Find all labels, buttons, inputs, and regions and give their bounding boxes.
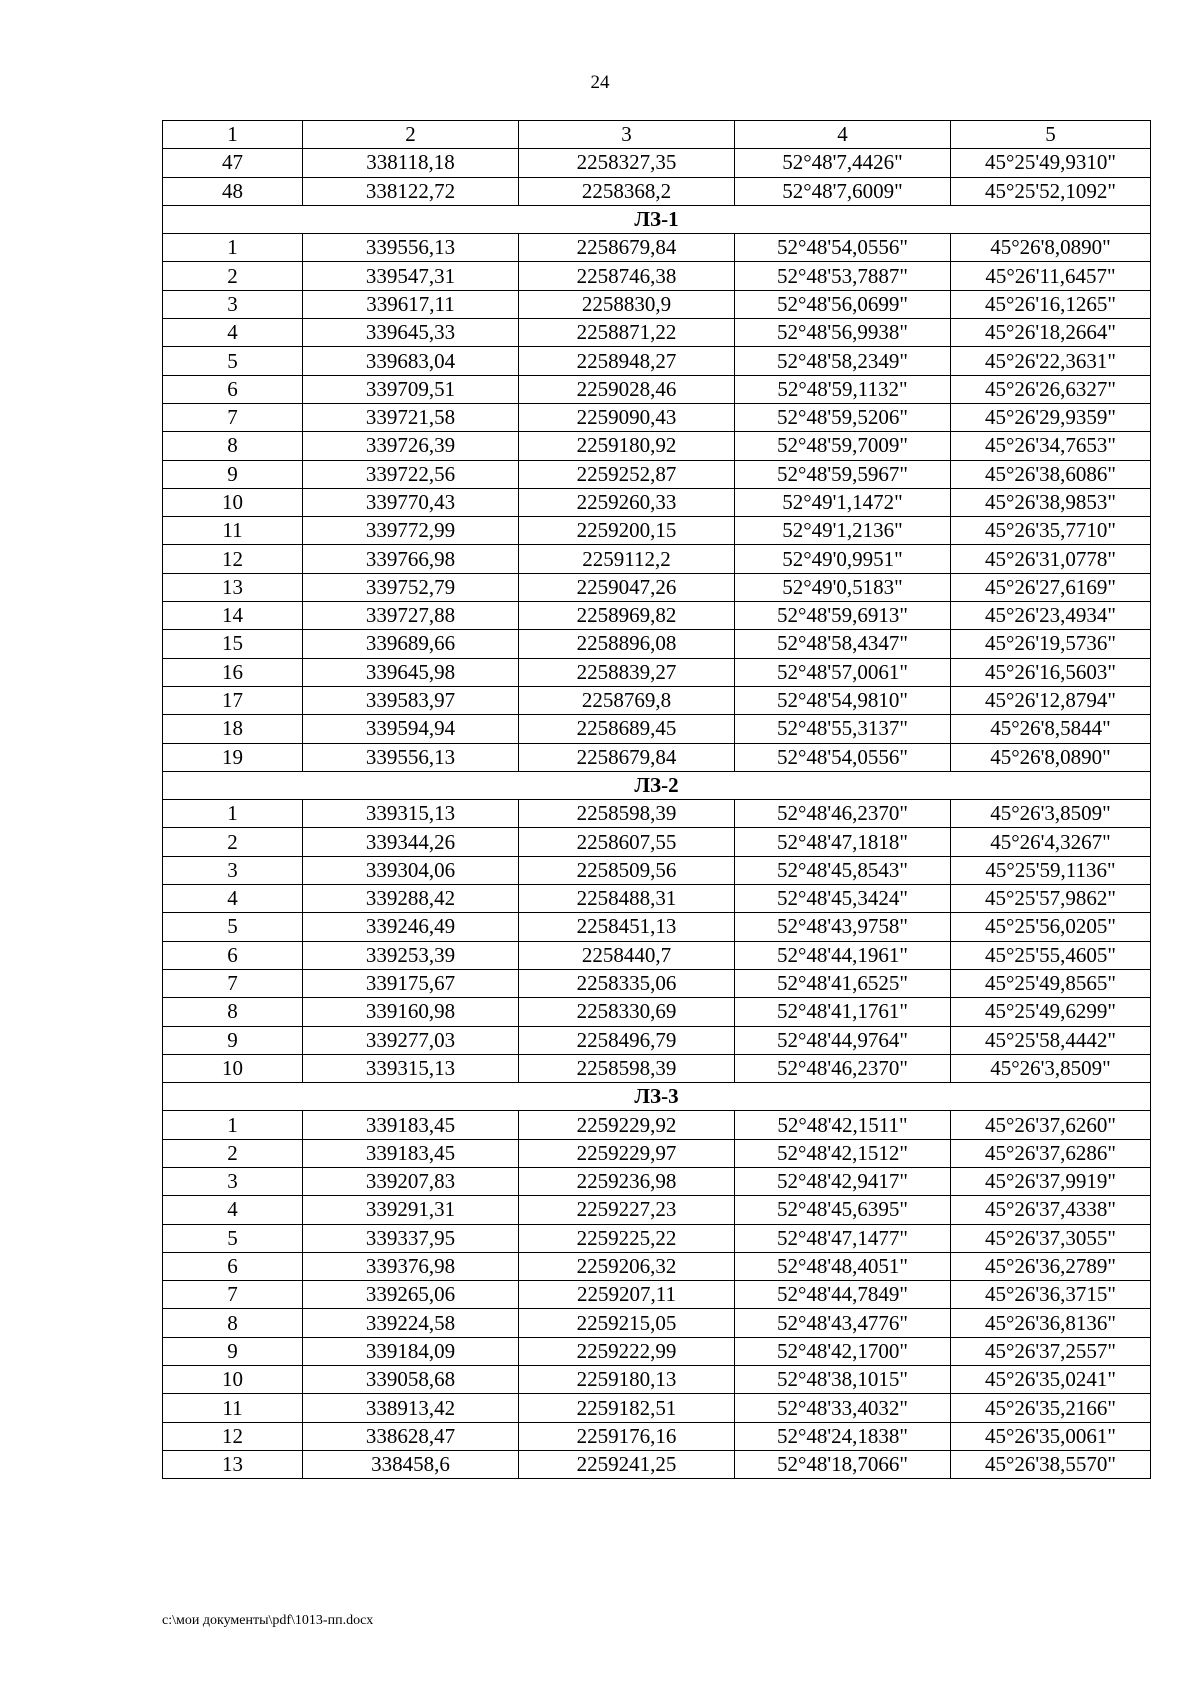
table-row (163, 1167, 1151, 1195)
table-row (163, 403, 1151, 431)
cell-latitude: 52°48'42,9417" (735, 1167, 951, 1195)
cell-x: 339253,39 (303, 941, 519, 969)
cell-longitude: 45°25'58,4442" (951, 1026, 1151, 1054)
table-row (163, 1054, 1151, 1082)
table-row (163, 658, 1151, 686)
cell-latitude: 52°48'47,1818" (735, 828, 951, 856)
cell-x: 339583,97 (303, 686, 519, 714)
cell-point-number: 7 (163, 403, 303, 431)
cell-x: 339727,88 (303, 602, 519, 630)
cell-longitude: 45°26'8,0890" (951, 743, 1151, 771)
table-row (163, 686, 1151, 714)
cell-point-number: 17 (163, 686, 303, 714)
cell-y: 2258598,39 (519, 1054, 735, 1082)
table-row (163, 828, 1151, 856)
cell-longitude: 45°26'38,6086" (951, 460, 1151, 488)
cell-y: 2259260,33 (519, 488, 735, 516)
cell-latitude: 52°48'53,7887" (735, 262, 951, 290)
cell-point-number: 9 (163, 460, 303, 488)
cell-point-number: 11 (163, 1394, 303, 1422)
cell-y: 2258330,69 (519, 998, 735, 1026)
cell-longitude: 45°26'37,2557" (951, 1337, 1151, 1365)
cell-y: 2258769,8 (519, 686, 735, 714)
cell-point-number: 10 (163, 1366, 303, 1394)
table-row (163, 969, 1151, 997)
cell-latitude: 52°49'1,2136" (735, 517, 951, 545)
table-row (163, 1394, 1151, 1422)
cell-y: 2258440,7 (519, 941, 735, 969)
cell-longitude: 45°26'35,2166" (951, 1394, 1151, 1422)
group-header-row (163, 1083, 1151, 1111)
cell-point-number: 5 (163, 913, 303, 941)
header-cell-latitude: 4 (735, 121, 951, 149)
cell-point-number: 3 (163, 1167, 303, 1195)
cell-y: 2258327,35 (519, 149, 735, 177)
cell-x: 338458,6 (303, 1450, 519, 1478)
cell-y: 2259182,51 (519, 1394, 735, 1422)
cell-y: 2259206,32 (519, 1252, 735, 1280)
cell-point-number: 4 (163, 1196, 303, 1224)
cell-y: 2259176,16 (519, 1422, 735, 1450)
cell-point-number: 8 (163, 1309, 303, 1337)
cell-point-number: 8 (163, 432, 303, 460)
cell-longitude: 45°26'37,9919" (951, 1167, 1151, 1195)
cell-y: 2259047,26 (519, 573, 735, 601)
cell-y: 2258368,2 (519, 177, 735, 205)
cell-y: 2259227,23 (519, 1196, 735, 1224)
cell-point-number: 13 (163, 1450, 303, 1478)
cell-point-number: 6 (163, 1252, 303, 1280)
cell-x: 339175,67 (303, 969, 519, 997)
cell-longitude: 45°26'38,9853" (951, 488, 1151, 516)
cell-longitude: 45°26'18,2664" (951, 319, 1151, 347)
cell-y: 2258689,45 (519, 715, 735, 743)
cell-x: 338118,18 (303, 149, 519, 177)
cell-y: 2258871,22 (519, 319, 735, 347)
cell-longitude: 45°26'8,0890" (951, 234, 1151, 262)
header-cell-y: 3 (519, 121, 735, 149)
table-row (163, 1450, 1151, 1478)
cell-latitude: 52°48'47,1477" (735, 1224, 951, 1252)
cell-longitude: 45°26'26,6327" (951, 375, 1151, 403)
cell-y: 2259252,87 (519, 460, 735, 488)
table-row (163, 913, 1151, 941)
cell-point-number: 16 (163, 658, 303, 686)
cell-y: 2259222,99 (519, 1337, 735, 1365)
table-row (163, 1337, 1151, 1365)
cell-latitude: 52°48'18,7066" (735, 1450, 951, 1478)
table-row (163, 743, 1151, 771)
cell-x: 339160,98 (303, 998, 519, 1026)
cell-longitude: 45°25'57,9862" (951, 885, 1151, 913)
cell-point-number: 3 (163, 290, 303, 318)
cell-x: 339547,31 (303, 262, 519, 290)
cell-point-number: 5 (163, 347, 303, 375)
cell-latitude: 52°48'54,0556" (735, 234, 951, 262)
cell-latitude: 52°48'44,1961" (735, 941, 951, 969)
cell-x: 338913,42 (303, 1394, 519, 1422)
group-label: ЛЗ-3 (163, 1083, 1151, 1111)
table-row (163, 432, 1151, 460)
cell-x: 339315,13 (303, 1054, 519, 1082)
table-row (163, 177, 1151, 205)
cell-y: 2259180,92 (519, 432, 735, 460)
cell-point-number: 2 (163, 1139, 303, 1167)
table-row (163, 1309, 1151, 1337)
cell-point-number: 1 (163, 1111, 303, 1139)
cell-x: 339337,95 (303, 1224, 519, 1252)
cell-point-number: 48 (163, 177, 303, 205)
table-row (163, 319, 1151, 347)
cell-longitude: 45°26'11,6457" (951, 262, 1151, 290)
cell-point-number: 13 (163, 573, 303, 601)
table-row (163, 856, 1151, 884)
table-row (163, 1366, 1151, 1394)
cell-x: 339752,79 (303, 573, 519, 601)
cell-latitude: 52°48'24,1838" (735, 1422, 951, 1450)
cell-point-number: 19 (163, 743, 303, 771)
table-row (163, 460, 1151, 488)
group-label: ЛЗ-2 (163, 771, 1151, 799)
cell-point-number: 10 (163, 488, 303, 516)
cell-x: 339594,94 (303, 715, 519, 743)
cell-y: 2258948,27 (519, 347, 735, 375)
cell-point-number: 15 (163, 630, 303, 658)
cell-longitude: 45°26'31,0778" (951, 545, 1151, 573)
table-row (163, 941, 1151, 969)
cell-longitude: 45°26'36,3715" (951, 1281, 1151, 1309)
table-body (163, 149, 1151, 1479)
cell-latitude: 52°48'42,1511" (735, 1111, 951, 1139)
table-row (163, 573, 1151, 601)
cell-y: 2258598,39 (519, 800, 735, 828)
cell-latitude: 52°48'44,7849" (735, 1281, 951, 1309)
table-row (163, 290, 1151, 318)
cell-point-number: 5 (163, 1224, 303, 1252)
cell-point-number: 1 (163, 234, 303, 262)
cell-x: 339683,04 (303, 347, 519, 375)
cell-x: 339722,56 (303, 460, 519, 488)
cell-longitude: 45°26'22,3631" (951, 347, 1151, 375)
cell-y: 2258679,84 (519, 234, 735, 262)
cell-x: 339183,45 (303, 1111, 519, 1139)
cell-latitude: 52°49'0,5183" (735, 573, 951, 601)
cell-latitude: 52°48'56,0699" (735, 290, 951, 318)
cell-longitude: 45°26'37,3055" (951, 1224, 1151, 1252)
table-row (163, 602, 1151, 630)
cell-latitude: 52°48'7,4426" (735, 149, 951, 177)
table-row (163, 488, 1151, 516)
cell-x: 339726,39 (303, 432, 519, 460)
group-header-row (163, 771, 1151, 799)
cell-longitude: 45°26'37,4338" (951, 1196, 1151, 1224)
page-number: 24 (590, 72, 610, 93)
table-row (163, 262, 1151, 290)
group-header-row (163, 205, 1151, 233)
cell-latitude: 52°48'38,1015" (735, 1366, 951, 1394)
group-label: ЛЗ-1 (163, 205, 1151, 233)
cell-latitude: 52°48'59,6913" (735, 602, 951, 630)
cell-y: 2259241,25 (519, 1450, 735, 1478)
cell-x: 339766,98 (303, 545, 519, 573)
cell-longitude: 45°26'29,9359" (951, 403, 1151, 431)
cell-point-number: 1 (163, 800, 303, 828)
cell-y: 2258679,84 (519, 743, 735, 771)
cell-longitude: 45°25'55,4605" (951, 941, 1151, 969)
table-row (163, 1224, 1151, 1252)
cell-latitude: 52°48'46,2370" (735, 1054, 951, 1082)
cell-y: 2259229,97 (519, 1139, 735, 1167)
cell-longitude: 45°26'35,0241" (951, 1366, 1151, 1394)
cell-point-number: 7 (163, 1281, 303, 1309)
cell-x: 339304,06 (303, 856, 519, 884)
cell-longitude: 45°26'19,5736" (951, 630, 1151, 658)
cell-latitude: 52°48'58,2349" (735, 347, 951, 375)
cell-x: 339376,98 (303, 1252, 519, 1280)
table-row (163, 517, 1151, 545)
cell-point-number: 47 (163, 149, 303, 177)
table-row (163, 1422, 1151, 1450)
cell-y: 2259215,05 (519, 1309, 735, 1337)
cell-x: 339689,66 (303, 630, 519, 658)
table-row (163, 630, 1151, 658)
cell-point-number: 12 (163, 545, 303, 573)
table-row (163, 234, 1151, 262)
table-row (163, 1281, 1151, 1309)
cell-latitude: 52°48'46,2370" (735, 800, 951, 828)
cell-x: 338628,47 (303, 1422, 519, 1450)
cell-latitude: 52°48'59,7009" (735, 432, 951, 460)
cell-x: 339288,42 (303, 885, 519, 913)
cell-x: 339344,26 (303, 828, 519, 856)
cell-longitude: 45°25'49,6299" (951, 998, 1151, 1026)
cell-latitude: 52°48'42,1512" (735, 1139, 951, 1167)
table-row (163, 1139, 1151, 1167)
cell-point-number: 4 (163, 319, 303, 347)
cell-y: 2258335,06 (519, 969, 735, 997)
header-cell-point-number: 1 (163, 121, 303, 149)
cell-point-number: 4 (163, 885, 303, 913)
table-row (163, 1196, 1151, 1224)
cell-latitude: 52°48'57,0061" (735, 658, 951, 686)
table-row (163, 149, 1151, 177)
cell-longitude: 45°25'49,9310" (951, 149, 1151, 177)
cell-latitude: 52°49'1,1472" (735, 488, 951, 516)
cell-x: 339277,03 (303, 1026, 519, 1054)
cell-longitude: 45°25'59,1136" (951, 856, 1151, 884)
cell-latitude: 52°48'59,5967" (735, 460, 951, 488)
cell-point-number: 9 (163, 1026, 303, 1054)
table-row (163, 375, 1151, 403)
cell-y: 2259180,13 (519, 1366, 735, 1394)
cell-point-number: 6 (163, 941, 303, 969)
cell-x: 339772,99 (303, 517, 519, 545)
cell-point-number: 7 (163, 969, 303, 997)
cell-x: 339556,13 (303, 234, 519, 262)
cell-point-number: 11 (163, 517, 303, 545)
cell-y: 2259028,46 (519, 375, 735, 403)
cell-y: 2258607,55 (519, 828, 735, 856)
cell-latitude: 52°48'43,9758" (735, 913, 951, 941)
cell-latitude: 52°48'59,1132" (735, 375, 951, 403)
cell-point-number: 8 (163, 998, 303, 1026)
cell-y: 2258451,13 (519, 913, 735, 941)
cell-y: 2259200,15 (519, 517, 735, 545)
cell-point-number: 18 (163, 715, 303, 743)
cell-y: 2259207,11 (519, 1281, 735, 1309)
cell-longitude: 45°26'27,6169" (951, 573, 1151, 601)
cell-x: 339645,98 (303, 658, 519, 686)
cell-x: 338122,72 (303, 177, 519, 205)
cell-y: 2258896,08 (519, 630, 735, 658)
cell-x: 339617,11 (303, 290, 519, 318)
cell-x: 339556,13 (303, 743, 519, 771)
cell-point-number: 3 (163, 856, 303, 884)
footer-file-path: c:\мои документы\pdf\1013-пп.docx (162, 1613, 374, 1628)
cell-longitude: 45°26'34,7653" (951, 432, 1151, 460)
table-row (163, 347, 1151, 375)
cell-x: 339315,13 (303, 800, 519, 828)
cell-longitude: 45°25'56,0205" (951, 913, 1151, 941)
cell-y: 2258746,38 (519, 262, 735, 290)
cell-latitude: 52°48'55,3137" (735, 715, 951, 743)
cell-x: 339709,51 (303, 375, 519, 403)
cell-latitude: 52°48'33,4032" (735, 1394, 951, 1422)
cell-longitude: 45°26'35,0061" (951, 1422, 1151, 1450)
cell-point-number: 10 (163, 1054, 303, 1082)
cell-longitude: 45°26'36,8136" (951, 1309, 1151, 1337)
cell-longitude: 45°26'4,3267" (951, 828, 1151, 856)
table-row (163, 998, 1151, 1026)
cell-point-number: 14 (163, 602, 303, 630)
cell-latitude: 52°48'43,4776" (735, 1309, 951, 1337)
cell-latitude: 52°48'41,6525" (735, 969, 951, 997)
cell-x: 339265,06 (303, 1281, 519, 1309)
cell-x: 339058,68 (303, 1366, 519, 1394)
cell-longitude: 45°26'3,8509" (951, 800, 1151, 828)
cell-latitude: 52°48'48,4051" (735, 1252, 951, 1280)
cell-longitude: 45°26'8,5844" (951, 715, 1151, 743)
cell-x: 339721,58 (303, 403, 519, 431)
table-row (163, 1252, 1151, 1280)
table-header-row (163, 121, 1151, 149)
table-row (163, 545, 1151, 573)
cell-longitude: 45°26'36,2789" (951, 1252, 1151, 1280)
cell-longitude: 45°26'38,5570" (951, 1450, 1151, 1478)
header-cell-longitude: 5 (951, 121, 1151, 149)
cell-y: 2259090,43 (519, 403, 735, 431)
coordinates-table (162, 120, 1151, 1479)
cell-latitude: 52°48'58,4347" (735, 630, 951, 658)
cell-latitude: 52°48'59,5206" (735, 403, 951, 431)
cell-latitude: 52°48'7,6009" (735, 177, 951, 205)
cell-latitude: 52°48'45,8543" (735, 856, 951, 884)
cell-x: 339246,49 (303, 913, 519, 941)
cell-y: 2259229,92 (519, 1111, 735, 1139)
cell-x: 339645,33 (303, 319, 519, 347)
cell-latitude: 52°49'0,9951" (735, 545, 951, 573)
cell-x: 339207,83 (303, 1167, 519, 1195)
cell-x: 339184,09 (303, 1337, 519, 1365)
cell-latitude: 52°48'54,0556" (735, 743, 951, 771)
cell-point-number: 2 (163, 828, 303, 856)
cell-latitude: 52°48'45,3424" (735, 885, 951, 913)
cell-longitude: 45°26'23,4934" (951, 602, 1151, 630)
cell-point-number: 12 (163, 1422, 303, 1450)
cell-latitude: 52°48'45,6395" (735, 1196, 951, 1224)
cell-x: 339291,31 (303, 1196, 519, 1224)
cell-longitude: 45°26'16,1265" (951, 290, 1151, 318)
cell-longitude: 45°25'52,1092" (951, 177, 1151, 205)
cell-longitude: 45°26'37,6260" (951, 1111, 1151, 1139)
table-row (163, 800, 1151, 828)
cell-longitude: 45°26'3,8509" (951, 1054, 1151, 1082)
cell-longitude: 45°25'49,8565" (951, 969, 1151, 997)
table-row (163, 1111, 1151, 1139)
header-cell-x: 2 (303, 121, 519, 149)
cell-y: 2258830,9 (519, 290, 735, 318)
cell-x: 339224,58 (303, 1309, 519, 1337)
cell-y: 2259112,2 (519, 545, 735, 573)
cell-y: 2258488,31 (519, 885, 735, 913)
cell-latitude: 52°48'54,9810" (735, 686, 951, 714)
cell-longitude: 45°26'37,6286" (951, 1139, 1151, 1167)
cell-y: 2259225,22 (519, 1224, 735, 1252)
cell-y: 2259236,98 (519, 1167, 735, 1195)
cell-latitude: 52°48'44,9764" (735, 1026, 951, 1054)
cell-point-number: 9 (163, 1337, 303, 1365)
cell-x: 339183,45 (303, 1139, 519, 1167)
cell-latitude: 52°48'41,1761" (735, 998, 951, 1026)
cell-latitude: 52°48'56,9938" (735, 319, 951, 347)
table-row (163, 1026, 1151, 1054)
cell-y: 2258969,82 (519, 602, 735, 630)
cell-x: 339770,43 (303, 488, 519, 516)
cell-longitude: 45°26'12,8794" (951, 686, 1151, 714)
cell-longitude: 45°26'16,5603" (951, 658, 1151, 686)
cell-latitude: 52°48'42,1700" (735, 1337, 951, 1365)
table-row (163, 715, 1151, 743)
cell-point-number: 2 (163, 262, 303, 290)
cell-y: 2258839,27 (519, 658, 735, 686)
cell-y: 2258509,56 (519, 856, 735, 884)
cell-point-number: 6 (163, 375, 303, 403)
cell-y: 2258496,79 (519, 1026, 735, 1054)
table-row (163, 885, 1151, 913)
cell-longitude: 45°26'35,7710" (951, 517, 1151, 545)
